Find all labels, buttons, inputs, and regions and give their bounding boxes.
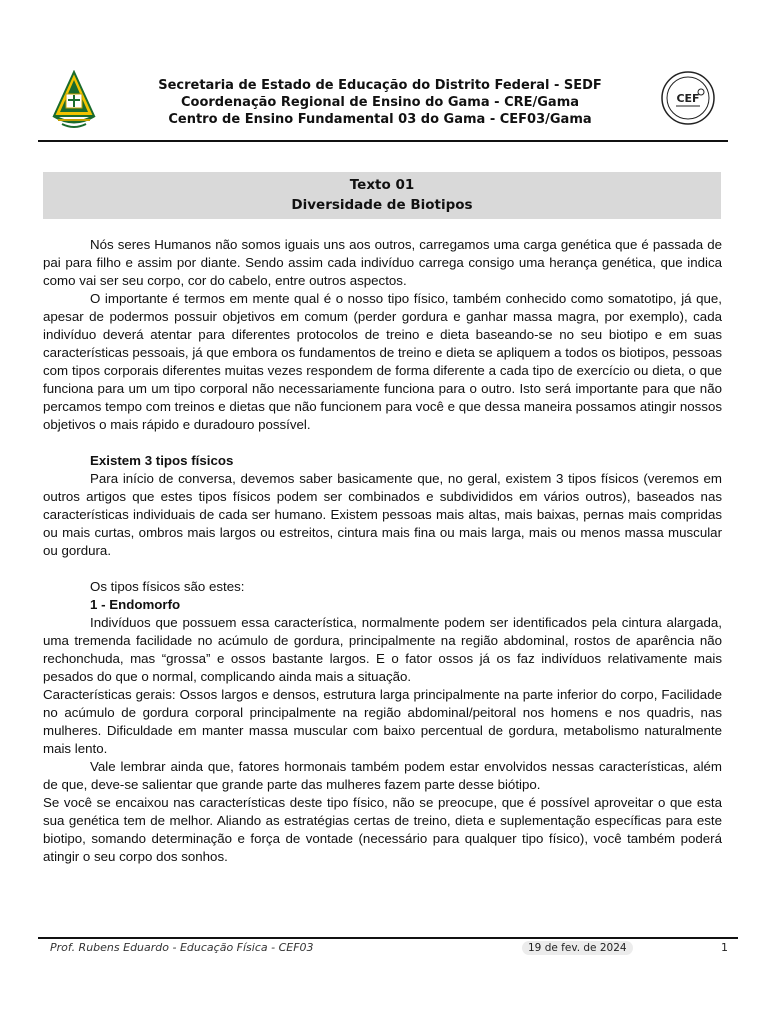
paragraph-6: Vale lembrar ainda que, fatores hormonais também podem estar envolvidos nessas características, além de que, deve-se salientar que grande parte das mulheres fazem parte desse biótipo. [43, 759, 722, 792]
text-number: Texto 01 [349, 177, 415, 193]
school-seal-icon [660, 70, 716, 126]
page-header [0, 0, 768, 142]
spacer [43, 434, 722, 452]
page-number: 1 [721, 941, 728, 954]
section-heading-tipos: Existem 3 tipos físicos [90, 453, 234, 468]
header-line-3: Centro de Ensino Fundamental 03 do Gama - CEF03/Gama [168, 112, 592, 127]
title-box [43, 172, 721, 219]
institution-heading [120, 77, 640, 128]
article-body [43, 236, 722, 866]
paragraph-3: Para início de conversa, devemos saber basicamente que, no geral, existem 3 tipos físicos (veremos em outros artigos que estes tipos físicos podem ser combinados e subdivididos em vários outros), baseados nas características individuais de cada ser humano. Existem pessoas mais altas, mais baixas, pernas mais compridas ou mais curtas, ombros mais largos ou estreitos, cintura mais fina ou mais larga, mais ou menos massa muscular ou gordura. [43, 471, 722, 558]
text-title: Diversidade de Biotipos [291, 197, 473, 213]
footer-date-chip[interactable]: 19 de fev. de 2024 [522, 941, 633, 955]
paragraph-4: Indivíduos que possuem essa característica, normalmente podem ser identificados pela cintura alargada, uma tremenda facilidade no acúmulo de gordura, principalmente na região abdominal, rostos de aparência não rechonchuda, mas “grossa” e ossos bastante largos. E o fator ossos já os faz indivíduos relativamente mais pesados do que o normal, complicando ainda mais a situação. [43, 615, 722, 684]
types-intro: Os tipos físicos são estes: [90, 579, 245, 594]
header-rule [38, 140, 728, 142]
paragraph-1: Nós seres Humanos não somos iguais uns aos outros, carregamos uma carga genética que é passada de pai para filho e assim por diante. Sendo assim cada indivíduo carrega consigo uma herança genética, que indica como vai ser seu corpo, cor do cabelo, entre outros aspectos. [43, 237, 722, 288]
section-heading-endomorfo: 1 - Endomorfo [90, 597, 181, 612]
paragraph-5: Características gerais: Ossos largos e densos, estrutura larga principalmente na parte inferior do corpo, Facilidade no acúmulo de gordura corporal principalmente na região abdominal/peitoral nos homens e nos quadris, nas mulheres. Dificuldade em manter massa muscular com baixo percentual de gordura, metabolismo naturalmente mais lento. [43, 687, 722, 756]
paragraph-7: Se você se encaixou nas características deste tipo físico, não se preocupe, que é possível aproveitar o que esta sua genética tem de melhor. Aliando as estratégias certas de treino, dieta e suplementação específicas para este biotipo, somando determinação e força de vontade (necessário para qualquer tipo físico), você também poderá atingir o seu corpo dos sonhos. [43, 795, 722, 864]
header-line-2: Coordenação Regional de Ensino do Gama - CRE/Gama [180, 95, 580, 110]
footer-author: Prof. Rubens Eduardo - Educação Física - CEF03 [50, 941, 314, 954]
seal-text: CEF [676, 92, 700, 105]
paragraph-2: O importante é termos em mente qual é o nosso tipo físico, também conhecido como somatotipo, já que, apesar de podermos possuir objetivos em comum (perder gordura e ganhar massa magra, por exemplo), cada indivíduo deverá atentar para diferentes protocolos de treino e dieta baseando-se no seu biotipo e em suas características pessoais, já que embora os fundamentos de treino e dieta se apliquem a todos os biotipos, pessoas com tipos corporais diferentes muitas vezes respondem de forma diferente a cada tipo de exercício ou dieta, o que funciona para um um tipo corporal não necessariamente funciona para o outro. Isto será importante para que não percamos tempo com treinos e dietas que não funcionem para você e que dessa maneira possamos atingir nossos objetivos o mais rápido e duradouro possível. [43, 291, 722, 432]
header-line-1: Secretaria de Estado de Educação do Distrito Federal - SEDF [158, 78, 602, 93]
footer-rule [38, 937, 738, 939]
coat-of-arms-icon [48, 70, 100, 132]
spacer [43, 560, 722, 578]
